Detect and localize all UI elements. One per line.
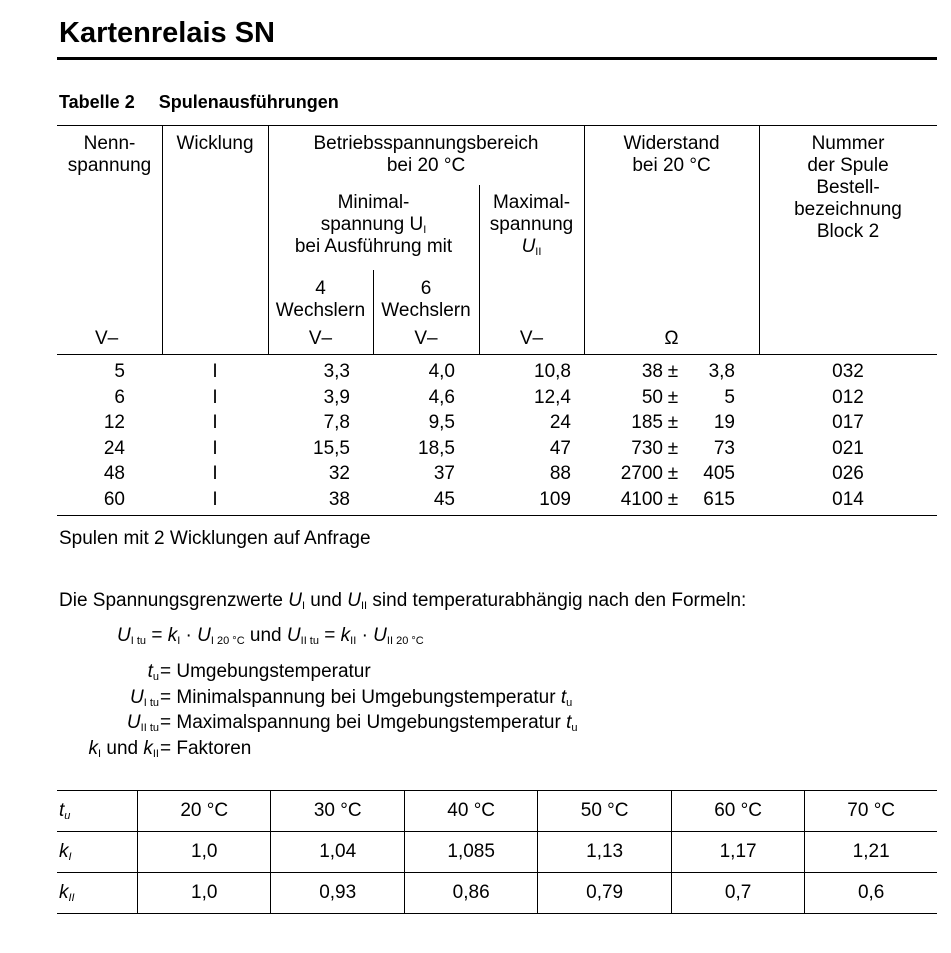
table-name: Spulenausführungen xyxy=(158,92,339,112)
cell-wicklung: I xyxy=(212,412,218,434)
header-bottom-rule xyxy=(57,354,937,355)
note-text: Spulen mit 2 Wicklungen auf Anfrage xyxy=(59,528,371,549)
cell-min4: 38 xyxy=(328,489,350,510)
title-rule xyxy=(57,57,937,60)
cell-tol: 3,8 xyxy=(708,361,735,382)
factor-table xyxy=(57,790,937,914)
cell-wicklung: I xyxy=(212,361,218,382)
cell: 1,21 xyxy=(805,832,937,873)
cell-max: 12,4 xyxy=(534,386,571,408)
cell-min4: 32 xyxy=(328,463,350,485)
cell-min4: 3,3 xyxy=(323,361,350,382)
cell-max: 10,8 xyxy=(534,361,571,382)
cell: 30 °C xyxy=(271,791,404,832)
cell: 0,79 xyxy=(538,873,671,914)
table-caption xyxy=(59,91,339,113)
cell-tol: 405 xyxy=(703,463,735,485)
def-rhs-uitu: = Minimalspannung bei Umgebungstemperatur $t_u$ xyxy=(160,687,573,709)
cell: 70 °C xyxy=(805,791,937,832)
cell-nenn: 5 xyxy=(114,361,125,382)
cell: 40 °C xyxy=(404,791,537,832)
cell-r: 50 xyxy=(641,386,663,408)
table-number: Tabelle 2 xyxy=(59,92,135,112)
cell-pm: ± xyxy=(667,437,679,459)
def-lhs-uiitu: $U_{II tu}$ xyxy=(126,712,159,734)
cell-r: 730 xyxy=(631,437,663,459)
table-row xyxy=(57,832,937,873)
def-rhs-tu: = Umgebungstemperatur xyxy=(160,661,371,682)
cell: 50 °C xyxy=(538,791,671,832)
cell: 1,04 xyxy=(271,832,404,873)
cell-nenn: 60 xyxy=(103,489,125,510)
cell-nenn: 48 xyxy=(103,463,125,485)
def-lhs-tu: $t_u$ xyxy=(147,661,159,683)
cell-nr: 017 xyxy=(832,412,864,434)
cell-nenn: 24 xyxy=(103,437,125,459)
cell-min4: 15,5 xyxy=(313,437,350,459)
cell-max: 24 xyxy=(549,412,571,434)
cell-tol: 5 xyxy=(724,386,735,408)
def-rhs-k: = Faktoren xyxy=(160,738,252,759)
def-rhs-uiitu: = Maximalspannung bei Umgebungstemperatur $t_u$ xyxy=(160,712,578,734)
cell: 1,17 xyxy=(671,832,804,873)
cell-r: 38 xyxy=(641,361,663,382)
header-betriebsspannungsbereich: Betriebsspannungsbereich bei 20 °C xyxy=(313,133,539,176)
cell-min6: 45 xyxy=(433,489,455,510)
header-maximalspannung: Maximal- spannung $U_{II}$ xyxy=(489,192,574,258)
formula: $U_{I tu} = k_I \cdot U_{I 20 ^\circ C}$ und $U_{II tu} = k_{II} \cdot U_{II 20 ^\circ C}$ xyxy=(117,625,424,647)
cell: 0,7 xyxy=(671,873,804,914)
cell-min6: 37 xyxy=(433,463,455,485)
cell-pm: ± xyxy=(667,386,679,408)
cell-r: 185 xyxy=(631,412,663,434)
cell-min4: 7,8 xyxy=(323,412,350,434)
def-lhs-k: $k_I$ und $k_{II}$ xyxy=(88,738,159,760)
unit-min6: V– xyxy=(414,328,438,349)
row-label-ki: $k_I$ xyxy=(57,832,138,873)
cell-pm: ± xyxy=(667,361,679,382)
cell-nenn: 6 xyxy=(114,386,125,408)
header-wicklung: Wicklung xyxy=(176,133,254,154)
header-widerstand: Widerstand bei 20 °C xyxy=(623,133,720,176)
cell: 0,6 xyxy=(805,873,937,914)
header-minimalspannung: Minimal- spannung $U_I$ bei Ausführung mit xyxy=(294,192,453,257)
cell-min4: 3,9 xyxy=(323,386,350,408)
cell-r: 2700 xyxy=(620,463,663,485)
header-6-wechslern: 6 Wechslern xyxy=(381,278,471,321)
unit-ohm: Ω xyxy=(664,328,679,349)
col-divider xyxy=(162,125,163,354)
cell-min6: 4,0 xyxy=(428,361,455,382)
cell: 60 °C xyxy=(671,791,804,832)
unit-max: V– xyxy=(519,328,544,349)
cell-nr: 026 xyxy=(832,463,864,485)
cell-max: 47 xyxy=(549,437,571,459)
cell-pm: ± xyxy=(667,463,679,485)
row-label-tu: $t_u$ xyxy=(57,791,138,832)
header-4-wechslern: 4 Wechslern xyxy=(275,278,366,321)
page-title: Kartenrelais SN xyxy=(59,17,275,49)
cell-tol: 615 xyxy=(703,489,735,510)
row-label-kii: $k_{II}$ xyxy=(57,873,138,914)
cell-pm: ± xyxy=(667,489,679,510)
table-row xyxy=(57,791,937,832)
cell-tol: 19 xyxy=(713,412,735,434)
cell-wicklung: I xyxy=(212,437,218,459)
cell: 1,085 xyxy=(404,832,537,873)
cell-min6: 18,5 xyxy=(418,437,455,459)
cell: 1,13 xyxy=(538,832,671,873)
table-row xyxy=(57,873,937,914)
intro-text: Die Spannungsgrenzwerte $U_I$ und $U_{II}$ sind temperaturabhängig nach den Formeln: xyxy=(59,590,747,612)
cell: 1,0 xyxy=(138,832,271,873)
cell: 0,86 xyxy=(404,873,537,914)
cell-r: 4100 xyxy=(620,489,663,510)
cell-nr: 032 xyxy=(832,361,864,382)
cell-wicklung: I xyxy=(212,463,218,485)
cell: 1,0 xyxy=(138,873,271,914)
cell-wicklung: I xyxy=(212,489,218,510)
cell-pm: ± xyxy=(667,412,679,434)
cell-max: 109 xyxy=(539,489,571,510)
cell-nr: 021 xyxy=(832,437,864,459)
header-nummer: Nummer der Spule Bestell- bezeichnung Block 2 xyxy=(794,133,902,242)
cell-nr: 012 xyxy=(832,386,864,408)
table-top-rule xyxy=(57,125,937,126)
cell-tol: 73 xyxy=(713,437,735,459)
unit-nenn: V– xyxy=(95,328,119,349)
def-lhs-uitu: $U_{I tu}$ xyxy=(129,687,159,709)
unit-min4: V– xyxy=(308,328,333,349)
cell-max: 88 xyxy=(549,463,571,485)
cell-min6: 4,6 xyxy=(428,386,455,408)
header-nennspannung: Nenn- spannung xyxy=(67,133,152,176)
cell: 20 °C xyxy=(138,791,271,832)
cell-wicklung: I xyxy=(212,386,218,408)
table-bottom-rule xyxy=(57,515,937,516)
cell-nenn: 12 xyxy=(103,412,125,434)
cell-min6: 9,5 xyxy=(428,412,455,434)
cell-nr: 014 xyxy=(832,489,864,510)
cell: 0,93 xyxy=(271,873,404,914)
